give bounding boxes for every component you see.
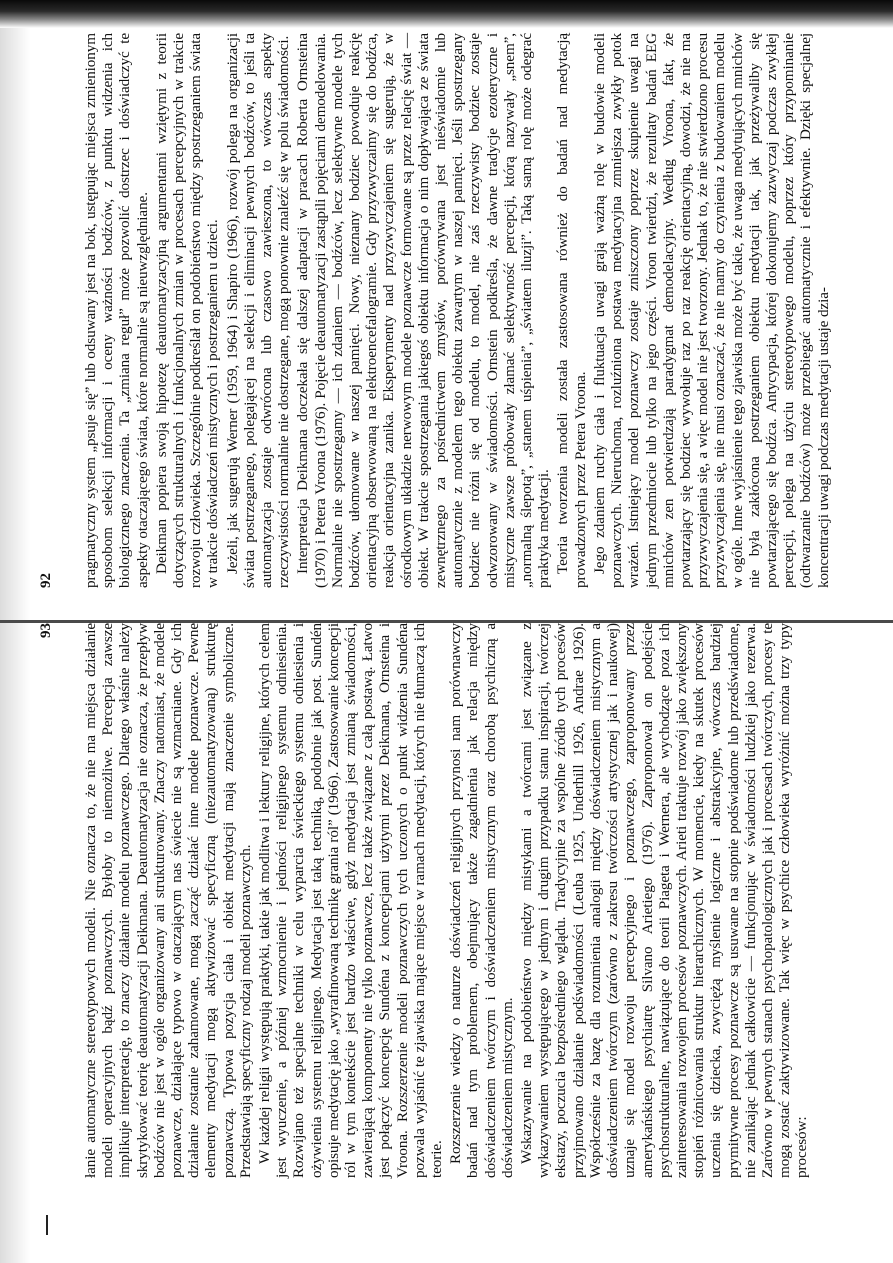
paragraph: Jeżeli, jak sugerują Werner (1959, 1964) i Shapiro (1966), rozwój polega na organizacji świata postrzeganego, polegającej na selekcji i eliminacji pewnych bodźców, to jeśli ta automatyzacja zostaje odwrócona lub czasowo zawieszona, to wówczas aspekty rzeczywistości normalnie nie dostrzegane, mogą ponownie znaleźć się w polu świadomości.: [223, 33, 293, 588]
paragraph: W każdej religii występują praktyki, takie jak modlitwa i lektury religijne, których celem jest wyuczenie, a później wzmocnienie i jedności religijnego systemu odniesienia. Rozwijano też specjalne techniki w celu wyparcia świeckiego systemu odniesienia i ożywienia systemu religijnego. Medytacja jest taką techniką, podobnie jak post. Sundén opisuje medytację jako „wyrafinowaną technikę grania ról” (1966). Zastosowanie koncepcji ról w tym kontekście jest bardzo właściwe, gdyż medytacja jest zmianą świadomości, zawierającą komponenty nie tylko poznawcze, lecz także związane z całą postawą. Łatwo jest połączyć koncepcję Sundéna z koncepcjami użytymi przez Deikmana, Ornsteina i Vroona. Rozszerzenie modeli poznawczych tych uczonych o punkt widzenia Sundéna pozwala wyjaśnić te zjawiska mające miejsce w ramach medytacji, których nie tłumaczą ich teorie.: [256, 623, 446, 1178]
page-93: [38, 623, 862, 1178]
scan-page-edge: [0, 0, 30, 1263]
page-number: 93: [38, 623, 54, 638]
paragraph: Teoria tworzenia modeli została zastosowana również do badań nad medytacją prowadzonych przez Petera Vroona.: [554, 33, 589, 588]
paragraph: Deikman popiera swoją hipotezę deautomatyzacyjną argumentami wziętymi z teorii dotyczących strukturalnych i funkcjonalnych zmian w procesach percepcyjnych w trakcie rozwoju człowieka. Szczególnie podkreślał on podobieństwo między spostrzeganiem świata w trakcie doświadczeń mistycznych i postrzeganiem u dzieci.: [152, 33, 222, 588]
scan-dark-border: [0, 0, 893, 28]
paragraph: Interpretacja Deikmana doczekała się dalszej adaptacji w pracach Roberta Ornsteina (1970) i Petera Vroona (1976). Pojęcie deautomatyzacji zastąpili pojęciami demodelowania. Normalnie nie spostrzegamy — ich zdaniem — bodźców, lecz selektywne modele tych bodźców, ułomowane w naszej pamięci. Nowy, nieznany bodziec powoduje reakcję orientacyjną obserwowaną na elektroencefalogramie. Gdy przyzwyczaimy się do bodźca, reakcja orientacyjna zanika. Eksperymenty nad przyzwyczajeniem się sugerują, że w ośrodkowym układzie nerwowym modele poznawcze formowane są przez relację świat — obiekt. W trakcie spostrzegania jakiegoś obiektu informacja o nim dopływająca ze świata zewnętrznego za pośrednictwem zmysłów, porównywana jest nieświadomie lub automatycznie z modelem tego obiektu zawartym w naszej pamięci. Jeśli spostrzegany bodziec nie różni się od modelu, to model, nie zaś rzeczywisty bodziec zostaje odwzorowany w świadomości. Ornstein podkreśla, że dawne tradycje ezoteryczne i mistyczne zawsze próbowały złamać selektywność percepcji, którą nazywały „snem”, „normalną ślepotą”, „stanem uśpienia”, „światem iluzji”. Taką samą rolę może odegrać praktyka medytacji.: [294, 33, 553, 588]
paragraph: Jego zdaniem ruchy ciała i fluktuacja uwagi grają ważną rolę w budowie modeli poznawczych. Nieruchoma, rozluźniona postawa medytacyjna zmniejsza zwykły potok wrażeń. Istniejący model poznawczy zostaje zniszczony poprzez skupienie uwagi na jednym przedmiocie lub tylko na jego części. Vroon twierdzi, że rezultaty badań EEG mnichów zen potwierdzają paradygmat demodelacyjny. Według Vroona, fakt, że powtarzający się bodziec wywołuje raz po raz reakcję orientacyjną, dowodzi, że nie ma przyzwyczajenia się, a więc model nie jest tworzony. Jednak to, że nie stwierdzono procesu przyzwyczajenia się, nie musi oznaczać, że nie mamy do czynienia z budowaniem modelu w ogóle. Inne wyjaśnienie tego zjawiska może być takie, że uwaga medytujących mnichów nie była zakłócona postrzeganiem obiektu medytacji tak, jak przeżywaliby się powtarzającego się bodźca. Antycypacja, której dokonujemy zazwyczaj podczas zwykłej percepcji, polega na użyciu stereotypowego modelu, poprzez który przypominanie (odtwarzanie bodźców) może przebiegać automatycznie i efektywnie. Dzięki specjalnej koncentracji uwagi podczas medytacji ustaje dzia-: [590, 33, 832, 588]
page-number: 92: [38, 573, 54, 588]
scan-margin-mark: [46, 1215, 48, 1235]
page-92: [38, 33, 862, 588]
paragraph: pragmatyczny system „psuje się” lub odsuwany jest na bok, ustępując miejsca zmienionym sposobom selekcji informacji i oceny ważności bodźców, z punktu widzenia ich biologicznego znaczenia. Ta „zmiana reguł” może pozwolić dostrzec i doświadczyć te aspekty otaczającego świata, które normalnie są nieuwzględniane.: [82, 33, 151, 588]
paragraph: łanie automatyczne stereotypowych modeli. Nie oznacza to, że nie ma miejsca działanie modeli operacyjnych bądź poznawczych. Byłoby to niemożliwe. Percepcja zawsze implikuje interpretację, to znaczy działanie modelu poznawczego. Dlatego właśnie należy skrytykować teorię deautomatyzacji Deikmana. Deautomatyzacja nie oznacza, że przepływ bodźców nie jest w ogóle organizowany ani strukturowany. Znaczy natomiast, że modele poznawcze, działające typowo w otaczającym nas świecie nie są wzmacniane. Gdy ich działanie zostanie zahamowane, mogą zacząć działać inne modele poznawcze. Pewne elementy medytacji mogą aktywizować specyficzną (niezautomatyzowaną) strukturę poznawczą. Typowa pozycja ciała i obiekt medytacji mają znaczenie symboliczne. Przedstawiają specyficzny rodzaj modeli poznawczych.: [82, 623, 254, 1178]
paragraph: Rozszerzenie wiedzy o naturze doświadczeń religijnych przynosi nam porównawczy badań nad tym problemem, obejmujący także zagadnienia jak relacja między doświadczeniem twórczym i doświadczeniem mistycznym oraz chorobą psychiczną a doświadczeniem mistycznym.: [447, 623, 516, 1178]
paragraph: Wskazywanie na podobieństwo między mistykami a twórcami jest związane z wykazywaniem występującego w jednym i drugim przypadku stanu inspiracji, twórczej ekstazy, poczucia bezpośredniego wglądu. Tradycyjnie za wspólne źródło tych procesów przyjmowano działanie podświadomości (Leuba 1925, Underhill 1926, Andrae 1926). Współcześnie za bazę dla rozumienia analogii między doświadczeniem mistycznym a doświadczeniem twórczym (zarówno z zakresu twórczości artystycznej jak i naukowej) uznaje się model rozwoju percepcyjnego i poznawczego, zaproponowany przez amerykańskiego psychiatrę Silvano Arietiego (1976). Zaproponował on podejście psychostrukturalne, nawiązujące do teorii Piageta i Wernera, ale wychodzące poza ich zainteresowania rozwojem procesów poznawczych. Arieti traktuje rozwój jako zwiększony stopień różnicowania struktur hierarchicznych. W momencie, kiedy na skutek procesów uczenia się dziecka, zwyciężą myślenie logiczne i abstrakcyjne, wówczas bardziej prymitywne procesy poznawcze są usuwane na stopnie podświadome lub przedświadome, nie zanikając jednak całkowicie — funkcjonując w świadomości ludzkiej jako rezerwa. Zarówno w pewnych stanach psychopatologicznych jak i procesach twórczych, procesy te mogą zostać zaktywizowane. Tak więc w psychice człowieka wyróżnić można trzy typy procesów:: [518, 623, 811, 1178]
